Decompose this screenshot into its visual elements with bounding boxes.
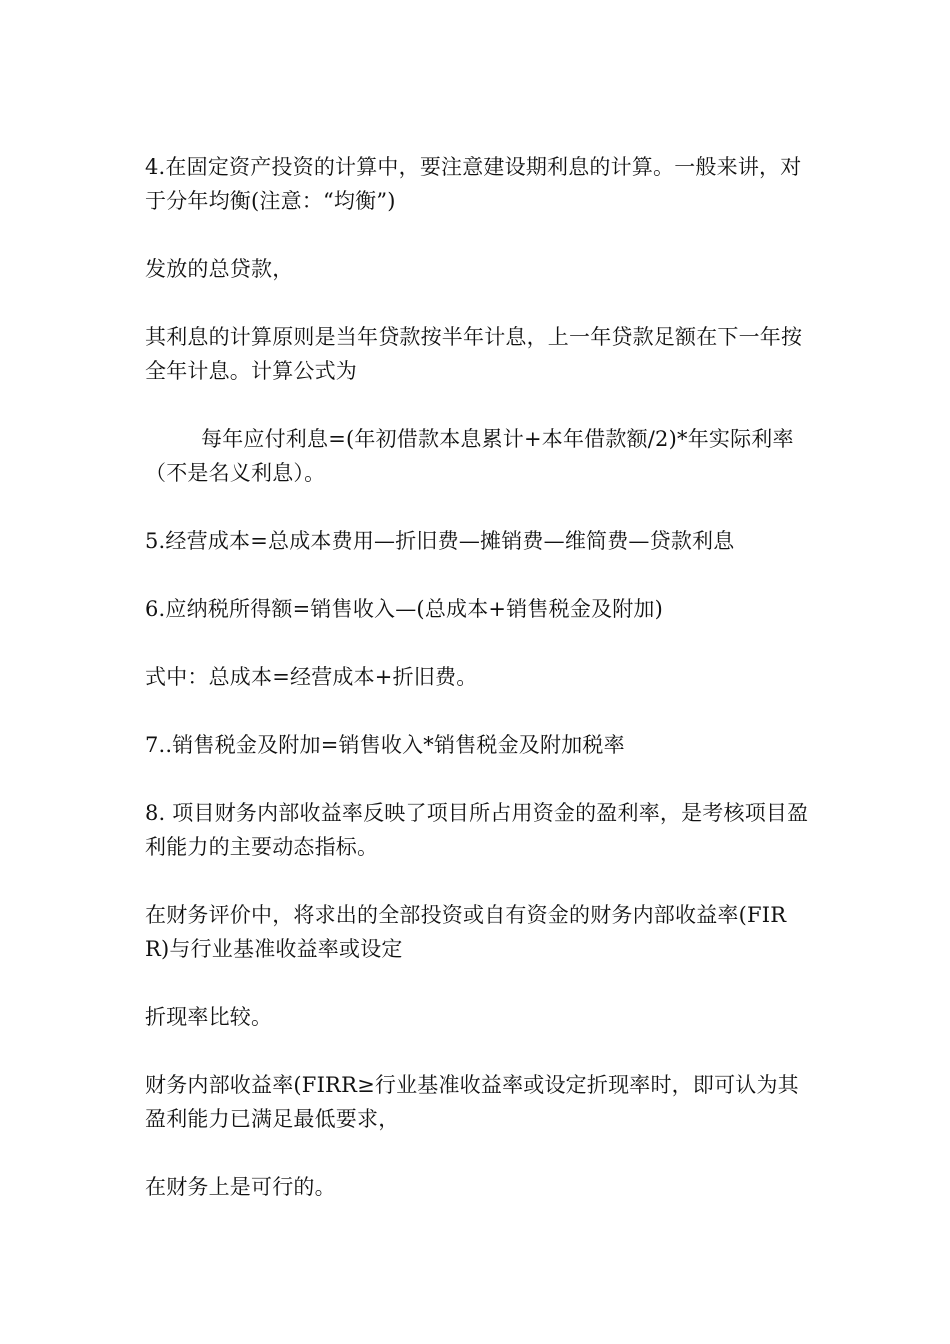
paragraph-item-7: 7..销售税金及附加=销售收入*销售税金及附加税率 xyxy=(145,733,625,757)
paragraph-item-8: 8. 项目财务内部收益率反映了项目所占用资金的盈利率，是考核项目盈利能力的主要动态指标。 xyxy=(145,801,809,859)
paragraph-loan-issue: 发放的总贷款， xyxy=(145,257,294,281)
paragraph-firr-condition: 财务内部收益率(FIRR≥行业基准收益率或设定折现率时，即可认为其盈利能力已满足最低要求， xyxy=(145,1073,799,1131)
paragraph-interest-principle: 其利息的计算原则是当年贷款按半年计息，上一年贷款足额在下一年按全年计息。计算公式为 xyxy=(145,325,803,383)
paragraph-item-6: 6.应纳税所得额=销售收入—(总成本+销售税金及附加) xyxy=(145,597,664,621)
paragraph-feasible: 在财务上是可行的。 xyxy=(145,1175,336,1199)
paragraph-financial-evaluation: 在财务评价中，将求出的全部投资或自有资金的财务内部收益率(FIRR)与行业基准收益率或设定 xyxy=(145,903,787,961)
paragraph-discount-compare: 折现率比较。 xyxy=(145,1005,273,1029)
document-body xyxy=(145,150,810,1238)
paragraph-total-cost-note: 式中：总成本=经营成本+折旧费。 xyxy=(145,665,478,689)
paragraph-item-4: 4.在固定资产投资的计算中，要注意建设期利息的计算。一般来讲，对于分年均衡(注意：“均衡”) xyxy=(145,155,802,213)
paragraph-item-5: 5.经营成本=总成本费用—折旧费—摊销费—维简费—贷款利息 xyxy=(145,529,735,553)
paragraph-interest-formula: 每年应付利息=(年初借款本息累计+本年借款额/2)*年实际利率（不是名义利息）。 xyxy=(145,427,794,485)
